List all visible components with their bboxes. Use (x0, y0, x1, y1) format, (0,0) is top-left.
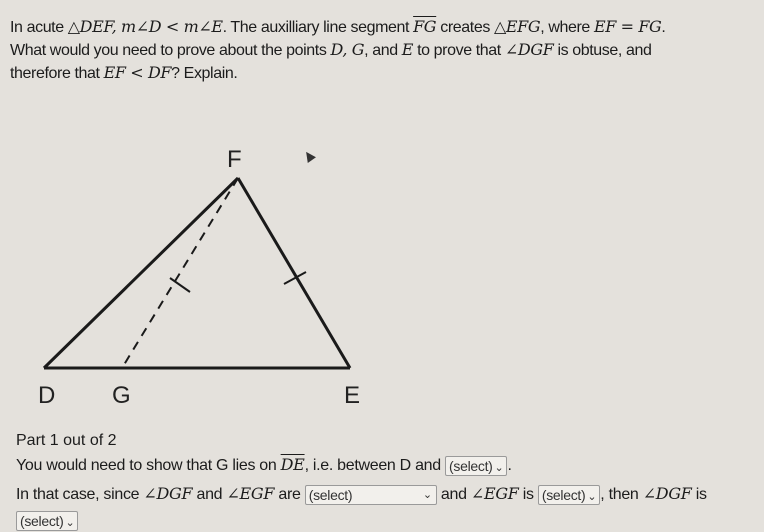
triangle-efg: △EFG (493, 17, 541, 36)
text: , then (600, 486, 643, 503)
text: , i.e. between D and (304, 457, 446, 474)
part-header: Part 1 out of 2 (16, 432, 117, 449)
angle-egf: ∠EGF (470, 484, 519, 503)
problem-line-2 (10, 39, 750, 62)
text: , where (540, 19, 594, 36)
equation: EF = FG (593, 17, 662, 36)
answer-line-2 (16, 484, 707, 505)
text: and (436, 486, 471, 503)
vertex-f-label: F (227, 146, 242, 173)
chevron-down-icon: ⌄ (65, 517, 75, 529)
select-dropdown-2[interactable] (305, 485, 437, 505)
tick-mark-fg (170, 278, 190, 292)
text: to prove that (413, 42, 505, 59)
answer-line-3 (16, 511, 78, 531)
angle-inequality: , m∠D < m∠E (111, 17, 223, 36)
text: What would you need to prove about the points (10, 42, 331, 59)
points: D, G (330, 40, 365, 59)
select-value: (select) (449, 457, 493, 474)
side-df (44, 178, 238, 368)
chevron-down-icon: ⌄ (587, 490, 597, 503)
angle-dgf: ∠DGF (642, 484, 692, 503)
select-dropdown-3[interactable] (538, 485, 600, 505)
angle-dgf: ∠DGF (143, 484, 193, 503)
chevron-down-icon: ⌄ (494, 461, 504, 474)
vertex-e-label: E (344, 382, 361, 409)
angle-egf: ∠EGF (226, 484, 275, 503)
select-dropdown-4[interactable] (16, 511, 78, 531)
text: In acute (10, 19, 68, 36)
text: creates (436, 19, 494, 36)
angle-dgf: ∠DGF (504, 40, 554, 59)
select-dropdown-1[interactable] (445, 456, 507, 476)
triangle-figure (20, 140, 380, 420)
problem-line-3 (10, 62, 750, 85)
text: . (661, 19, 666, 36)
answer-line-1 (16, 455, 512, 476)
text: and (192, 486, 227, 503)
select-value: (select) (541, 486, 586, 503)
problem-statement (10, 16, 750, 85)
text: ? Explain. (171, 65, 238, 82)
text: , and (364, 42, 402, 59)
select-value: (select) (308, 486, 353, 503)
text: therefore that (10, 65, 104, 82)
text: are (274, 486, 305, 503)
segment-fg: $\overline{FG}$ (413, 17, 437, 36)
triangle-def: △DEF (67, 17, 112, 36)
text: is obtuse, and (553, 42, 652, 59)
point-e: E (401, 40, 414, 59)
triangle-diagram (20, 140, 380, 420)
inequality: EF < DF (103, 63, 172, 82)
text: In that case, since (16, 486, 144, 503)
segment-de: $\overline{DE}$ (280, 455, 305, 474)
text: You would need to show that G lies on (16, 457, 281, 474)
chevron-down-icon: ⌄ (422, 488, 432, 501)
side-fe (238, 178, 350, 368)
vertex-g-label: G (112, 382, 131, 409)
text: is (691, 486, 707, 503)
select-value: (select) (20, 513, 64, 529)
text: . (507, 457, 512, 474)
vertex-d-label: D (38, 382, 56, 409)
text: . The auxilliary line segment (222, 19, 414, 36)
text: is (518, 486, 538, 503)
problem-line-1 (10, 16, 750, 39)
